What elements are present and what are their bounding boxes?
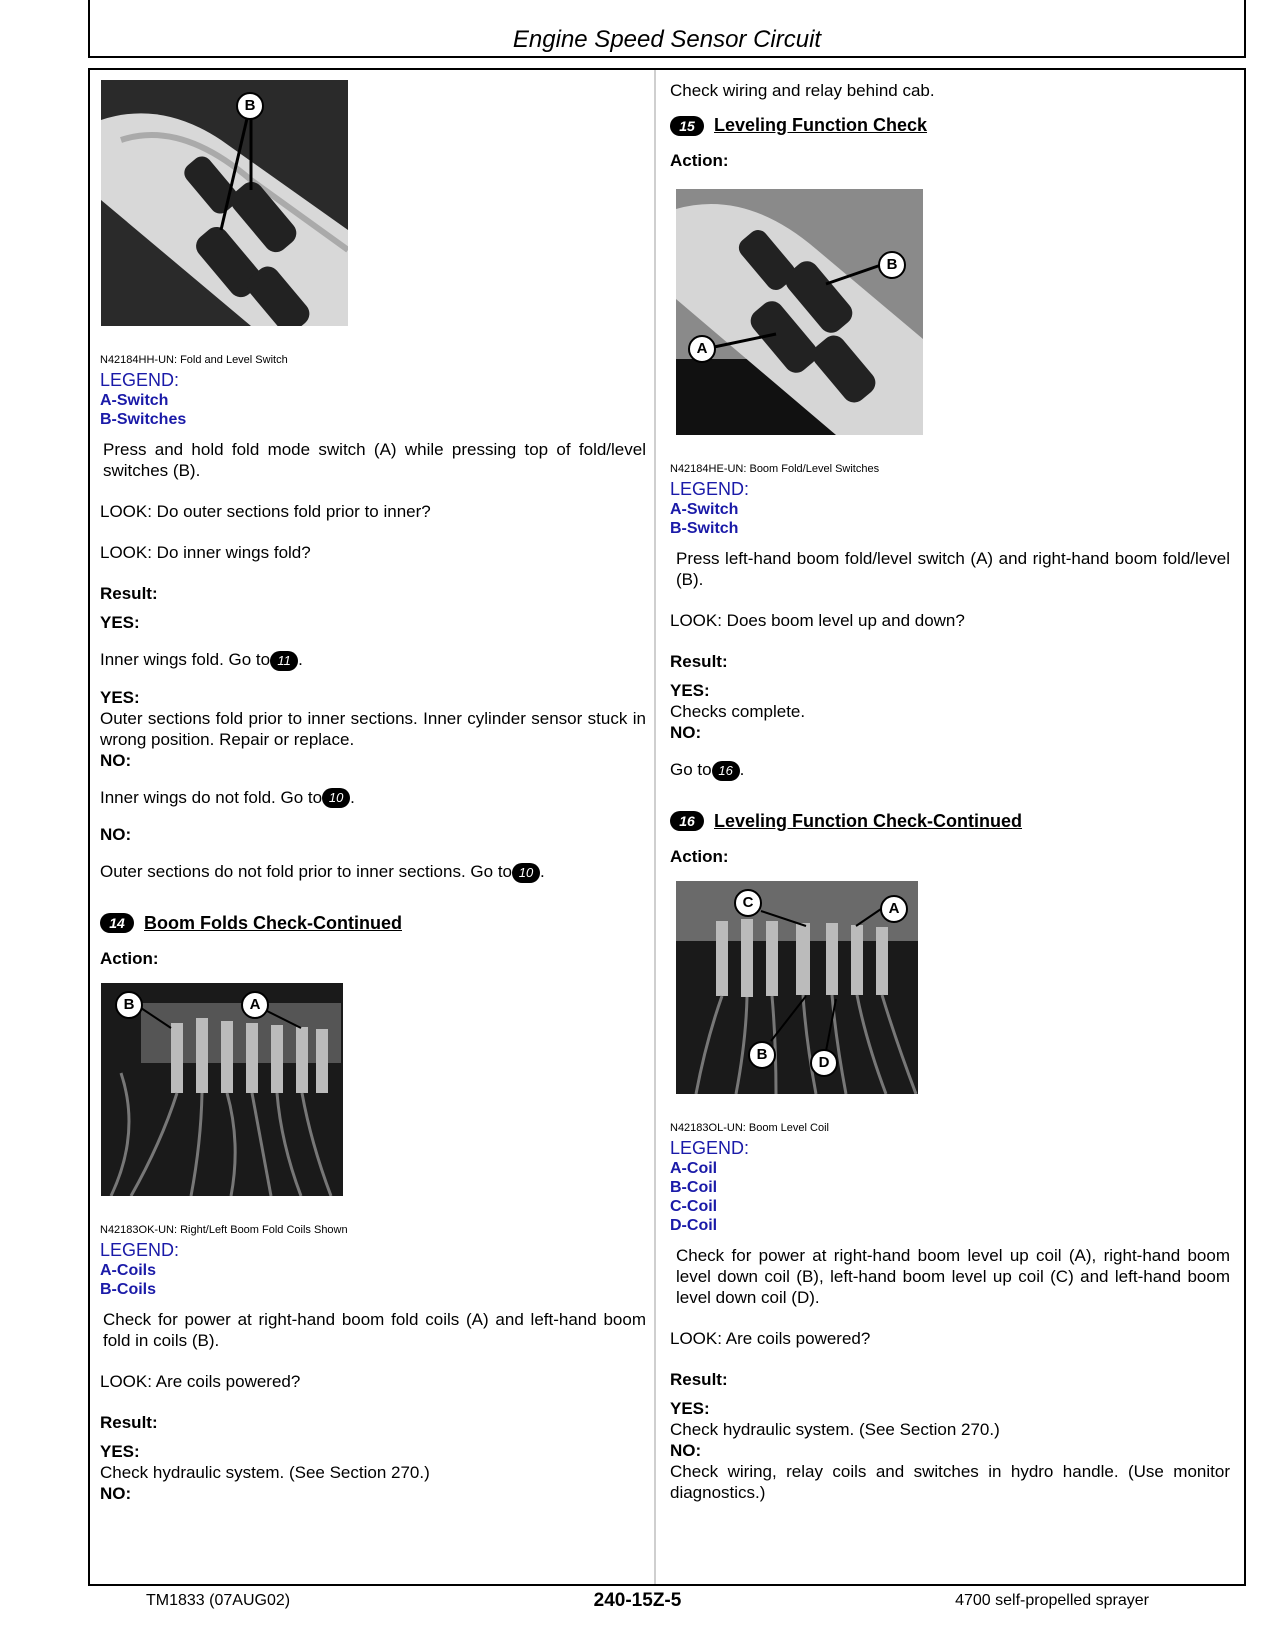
yes-text: Check hydraulic system. (See Section 270.) bbox=[670, 1419, 1000, 1439]
wiring-check-text: Check wiring and relay behind cab. bbox=[670, 81, 935, 100]
figure-caption: N42183OL-UN: Boom Level Coil bbox=[670, 1121, 829, 1134]
instruction-text: Check for power at right-hand boom fold coils (A) and left-hand boom fold in coils (B). bbox=[103, 1309, 646, 1350]
callout-a: A bbox=[241, 991, 269, 1019]
step-title: Leveling Function Check-Continued bbox=[714, 810, 1023, 831]
yes-text: Checks complete. bbox=[670, 702, 806, 721]
no-text: Outer sections do not fold prior to inner sections. Go to 10 . bbox=[100, 862, 545, 882]
no-text: Inner wings do not fold. Go to 10 . bbox=[100, 787, 355, 807]
no-text: Check wiring, relay coils and switches in hydro handle. (Use monitor diagnostics.) bbox=[670, 1461, 1230, 1502]
goto-step-badge[interactable]: 16 bbox=[712, 761, 740, 781]
legend-title: LEGEND: bbox=[670, 1137, 750, 1158]
left-column bbox=[100, 70, 646, 1504]
footer-manual-id: TM1833 (07AUG02) bbox=[146, 1592, 291, 1609]
yes-text: Check hydraulic system. (See Section 270.) bbox=[100, 1462, 430, 1482]
legend-item: B-Coil bbox=[670, 1178, 718, 1196]
legend-item: A-Coils bbox=[100, 1261, 156, 1279]
step-number-badge: 16 bbox=[670, 811, 704, 831]
action-label: Action: bbox=[670, 151, 729, 170]
callout-b: B bbox=[878, 251, 906, 279]
callout-b: B bbox=[115, 991, 143, 1019]
step-number-badge: 14 bbox=[100, 913, 134, 933]
legend-item: D-Coil bbox=[670, 1216, 718, 1234]
step-number-badge: 15 bbox=[670, 116, 704, 136]
callout-a: A bbox=[688, 335, 716, 363]
yes-label: YES: bbox=[100, 1441, 140, 1461]
look-text: LOOK: Do inner wings fold? bbox=[100, 543, 311, 562]
result-label: Result: bbox=[670, 1369, 728, 1389]
figure-caption: N42183OK-UN: Right/Left Boom Fold Coils Shown bbox=[100, 1223, 348, 1236]
step-title: Boom Folds Check-Continued bbox=[144, 912, 402, 933]
footer-page-number: 240-15Z-5 bbox=[593, 1590, 682, 1611]
boom-level-coil-photo bbox=[676, 881, 918, 1094]
result-label: Result: bbox=[670, 652, 728, 671]
switch-illustration bbox=[101, 80, 348, 326]
column-divider bbox=[654, 70, 656, 1584]
callout-b: B bbox=[236, 92, 264, 120]
callout-a: A bbox=[880, 895, 908, 923]
yes-label: YES: bbox=[100, 687, 140, 707]
look-text: LOOK: Does boom level up and down? bbox=[670, 611, 965, 630]
callout-d: D bbox=[810, 1049, 838, 1077]
callout-b: B bbox=[748, 1041, 776, 1069]
yes-text: Inner wings fold. Go to 11 . bbox=[100, 650, 303, 669]
legend-title: LEGEND: bbox=[100, 1239, 180, 1260]
boom-fold-coils-photo bbox=[101, 983, 343, 1196]
result-label: Result: bbox=[100, 584, 158, 603]
goto-step-badge[interactable]: 11 bbox=[270, 651, 298, 671]
step-heading-14 bbox=[100, 913, 646, 934]
no-label: NO: bbox=[100, 825, 132, 845]
yes-label: YES: bbox=[670, 681, 710, 700]
no-label: NO: bbox=[670, 723, 702, 742]
look-text: LOOK: Are coils powered? bbox=[100, 1371, 301, 1391]
goto-step-badge[interactable]: 10 bbox=[512, 863, 540, 883]
figure-caption: N42184HH-UN: Fold and Level Switch bbox=[100, 354, 288, 366]
switch-illustration bbox=[676, 189, 923, 435]
legend-title: LEGEND: bbox=[670, 479, 750, 499]
action-label: Action: bbox=[670, 846, 729, 866]
figure-caption: N42184HE-UN: Boom Fold/Level Switches bbox=[670, 463, 880, 475]
step-title: Leveling Function Check bbox=[714, 115, 928, 135]
look-text: LOOK: Do outer sections fold prior to inner? bbox=[100, 502, 431, 521]
legend-item: A-Coil bbox=[670, 1159, 718, 1177]
fold-level-switch-photo bbox=[101, 80, 348, 326]
no-label: NO: bbox=[670, 1440, 702, 1460]
legend-item: B-Coils bbox=[100, 1280, 156, 1298]
legend-item: C-Coil bbox=[670, 1197, 718, 1215]
no-text: Go to 16 . bbox=[670, 760, 745, 779]
action-label: Action: bbox=[100, 948, 159, 968]
yes-label: YES: bbox=[100, 613, 140, 632]
page-title: Engine Speed Sensor Circuit bbox=[512, 26, 822, 53]
legend-title: LEGEND: bbox=[100, 370, 180, 390]
right-column bbox=[670, 70, 1230, 1503]
legend-item: B-Switches bbox=[100, 411, 187, 428]
instruction-text: Press left-hand boom fold/level switch (A) and right-hand boom fold/level (B). bbox=[676, 549, 1230, 589]
no-label: NO: bbox=[100, 750, 132, 770]
instruction-text: Press and hold fold mode switch (A) while pressing top of fold/level switches (B). bbox=[103, 440, 646, 480]
result-label: Result: bbox=[100, 1412, 158, 1432]
no-label: NO: bbox=[100, 1483, 132, 1503]
instruction-text: Check for power at right-hand boom level up coil (A), right-hand boom level down coil (B), left-hand boom level up coil (C) and left-hand boom level down coil (D). bbox=[676, 1245, 1230, 1307]
yes-label: YES: bbox=[670, 1398, 710, 1418]
look-text: LOOK: Are coils powered? bbox=[670, 1328, 871, 1348]
legend-item: A-Switch bbox=[100, 392, 169, 409]
footer-product: 4700 self-propelled sprayer bbox=[955, 1592, 1149, 1609]
yes-text: Outer sections fold prior to inner sections. Inner cylinder sensor stuck in wrong position. Repair or replace. bbox=[100, 708, 646, 749]
step-heading-16 bbox=[670, 811, 1230, 832]
goto-step-badge[interactable]: 10 bbox=[322, 788, 350, 808]
legend-item: B-Switch bbox=[670, 520, 739, 537]
legend-item: A-Switch bbox=[670, 501, 739, 518]
step-heading-15 bbox=[670, 115, 1230, 136]
callout-c: C bbox=[734, 889, 762, 917]
boom-fold-level-switches-photo bbox=[676, 189, 923, 435]
header-box bbox=[88, 0, 1246, 58]
